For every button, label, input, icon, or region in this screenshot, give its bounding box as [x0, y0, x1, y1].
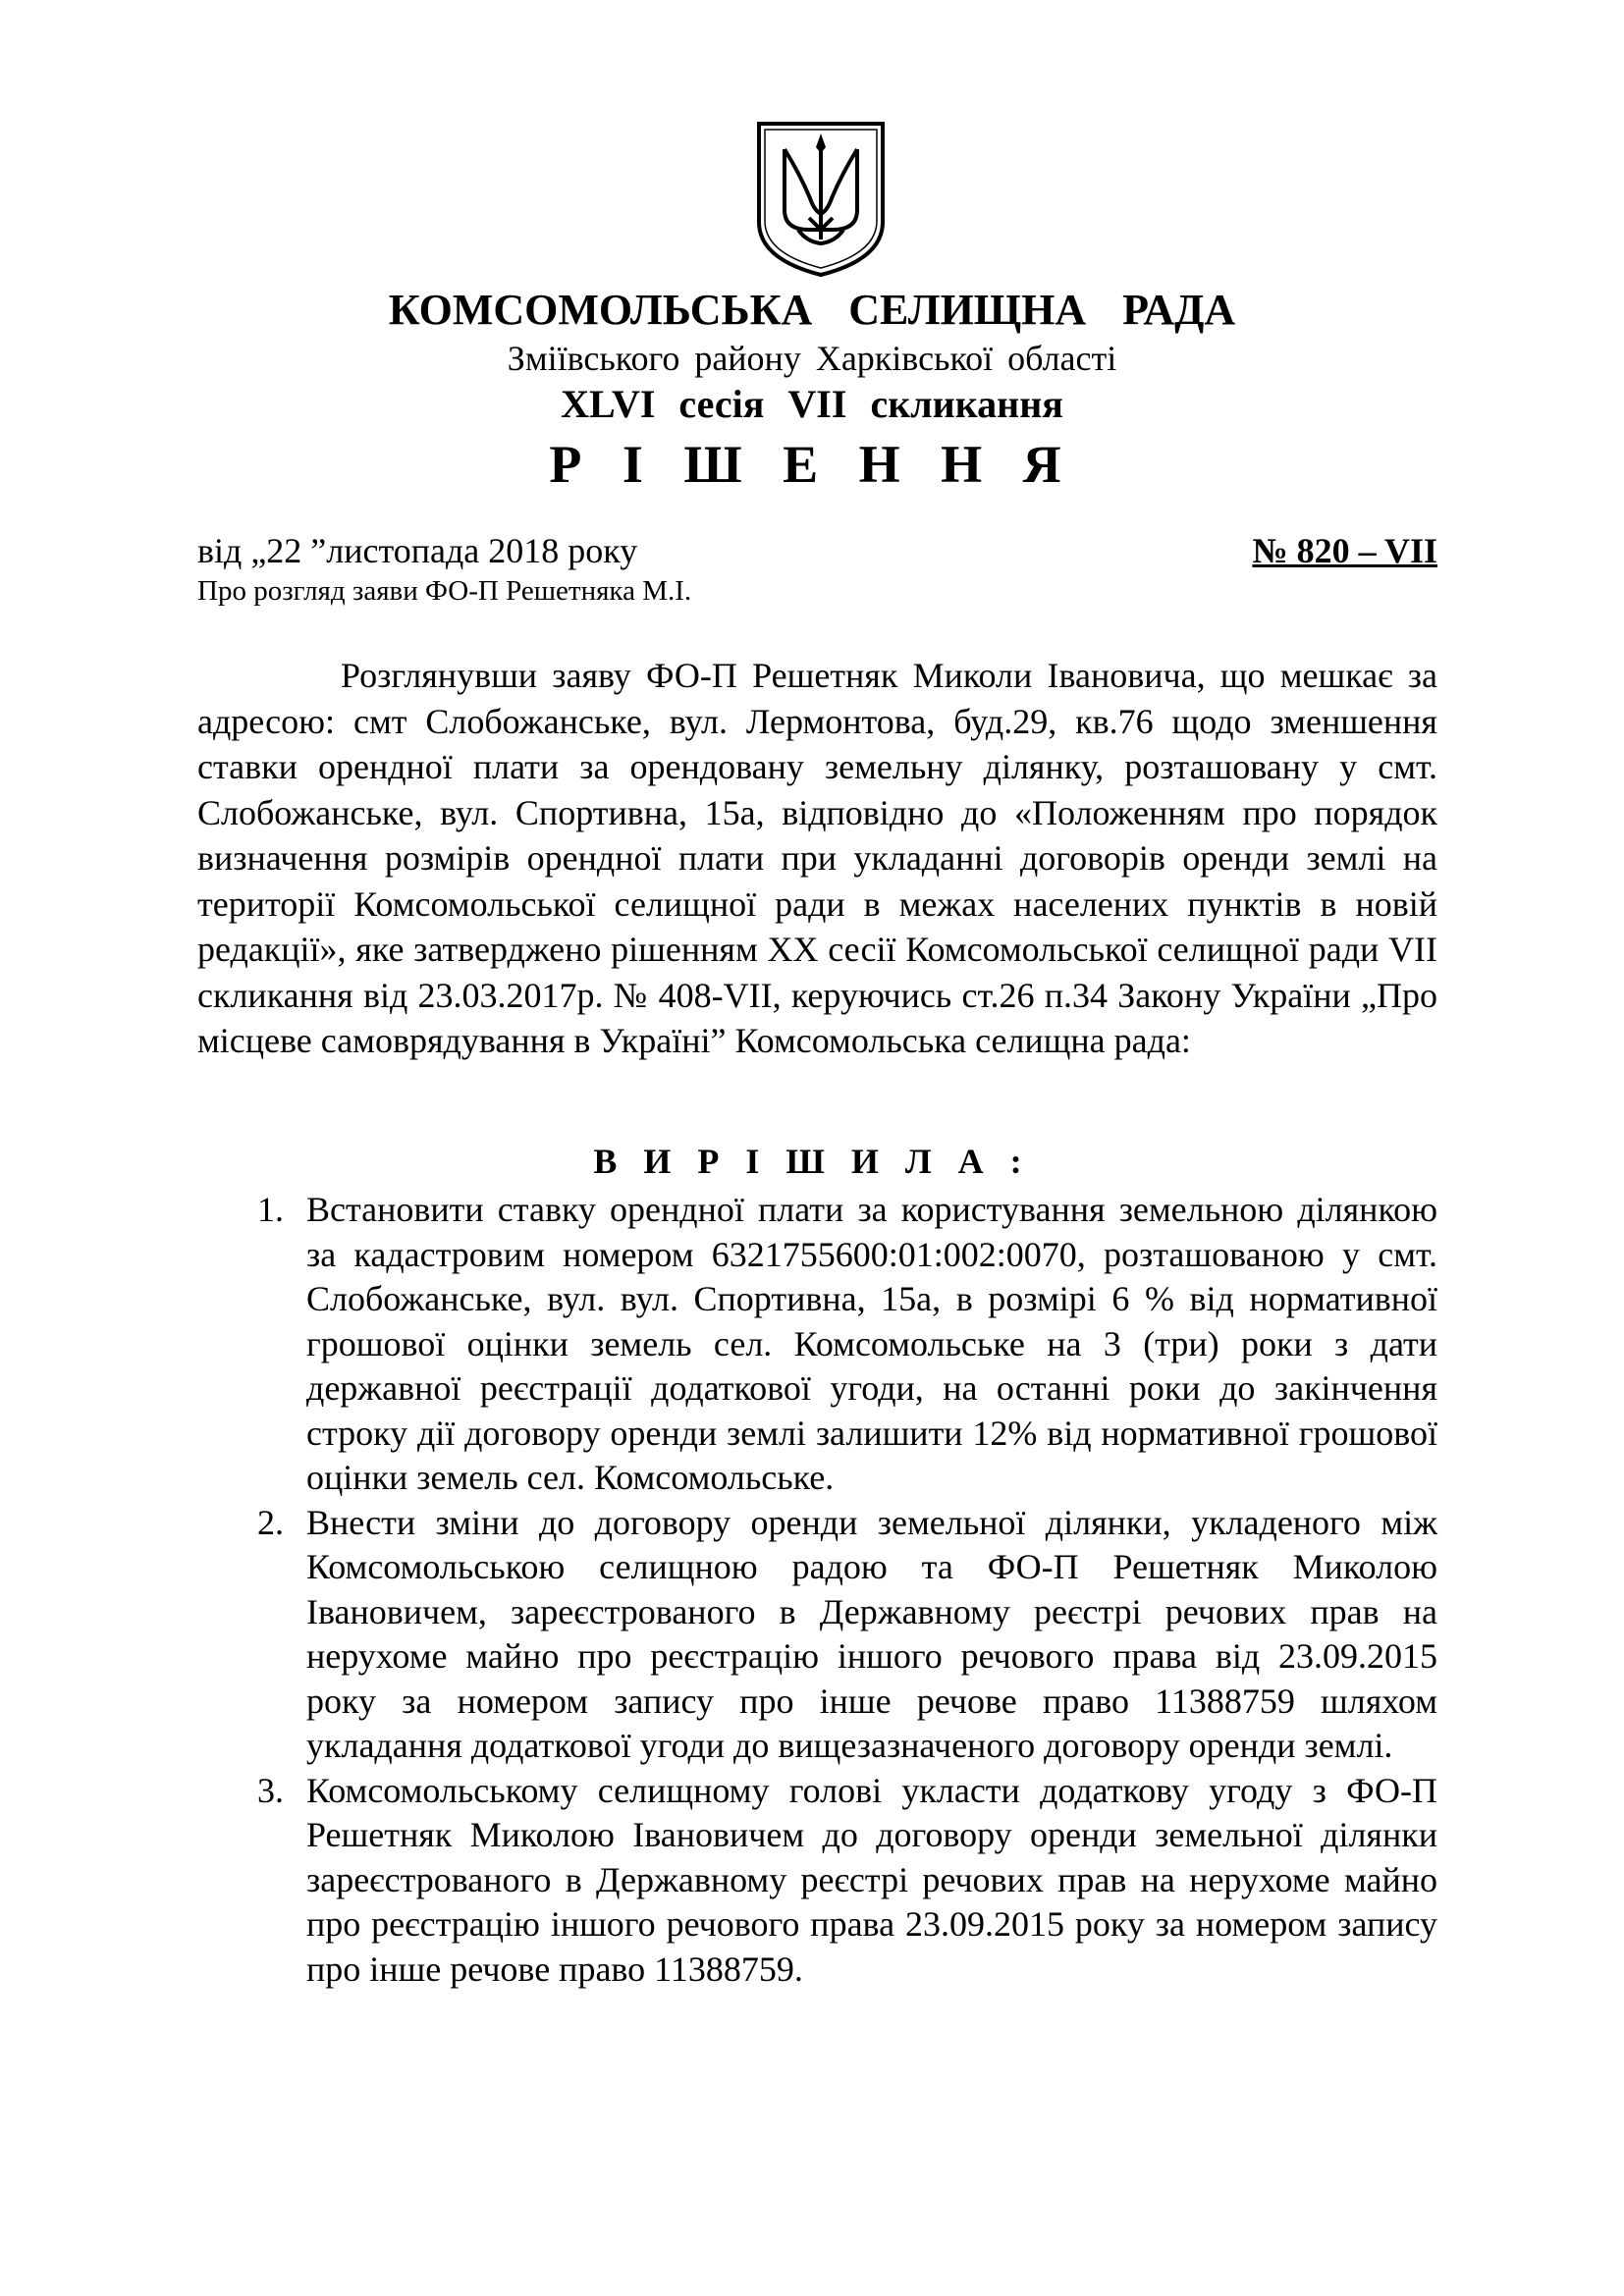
district-region: Зміївського району Харківської області: [507, 339, 1117, 378]
item-number: 1.: [257, 1190, 284, 1229]
resolved-heading: В И Р І Ш И Л А :: [593, 1142, 1031, 1181]
decision-item-3: [257, 1769, 1437, 1993]
item-number: 3.: [257, 1770, 284, 1810]
decision-date: від „22 ”листопада 2018 року: [197, 531, 638, 570]
decision-number: № 820 – VII: [1252, 531, 1437, 570]
item-text: Встановити ставку орендної плати за користування земельною ділянкою за кадастровим номером 6321755600:01:002:0070, розташованою у смт. Слобожанське, вул. вул. Спортивна, 15а, в розмірі 6 % від нормативної грошової оцінки земель сел. Комсомольське на 3 (три) роки з дати державної реєстрації додаткової угоди, на останні роки до закінчення строку дії договору оренди землі залишити 12% від нормативної грошової оцінки земель сел. Комсомольське.: [306, 1190, 1437, 1497]
council-name: КОМСОМОЛЬСЬКА СЕЛИЩНА РАДА: [388, 286, 1236, 334]
decision-items-list: [257, 1188, 1437, 1992]
coat-of-arms-trident-icon: [755, 120, 887, 279]
decision-item-2: [257, 1501, 1437, 1769]
item-number: 2.: [257, 1502, 284, 1542]
session-info: XLVI сесія VII скликання: [561, 382, 1063, 426]
decision-item-1: [257, 1188, 1437, 1501]
item-text: Комсомольському селищному голові укласти додаткову угоду з ФО-П Решетняк Миколою Івановичем до договору оренди земельної ділянки зареєстрованого в Державному реєстрі речових прав на нерухоме майно про реєстрацію іншого речового права 23.09.2015 року за номером запису про інше речове право 11388759.: [306, 1770, 1437, 1989]
document-title: Р І Ш Е Н Н Я: [549, 435, 1075, 494]
decision-subject: Про розгляд заяви ФО-П Решетняка М.І.: [197, 575, 692, 607]
preamble-paragraph: Розглянувши заяву ФО-П Решетняк Миколи Івановича, що мешкає за адресою: смт Слобожанське, вул. Лермонтова, буд.29, кв.76 щодо зменшення ставки орендної плати за орендовану земельну ділянку, розташовану у смт. Слобожанське, вул. Спортивна, 15а, відповідно до «Положенням про порядок визначення розмірів орендної плати при укладанні договорів оренди землі на території Комсомольської селищної ради в межах населених пунктів в новій редакції», яке затверджено рішенням ХХ сесії Комсомольської селищної ради VII скликання від 23.03.2017р. № 408-VII, керуючись ст.26 п.34 Закону України „Про місцеве самоврядування в Україні” Комсомольська селищна рада:: [197, 656, 1437, 1060]
item-text: Внести зміни до договору оренди земельної ділянки, укладеного між Комсомольською селищною радою та ФО-П Решетняк Миколою Івановичем, зареєстрованого в Державному реєстрі речових прав на нерухоме майно про реєстрацію іншого речового права від 23.09.2015 року за номером запису про інше речове право 11388759 шляхом укладання додаткової угоди до вищезазначеного договору оренди землі.: [306, 1502, 1437, 1765]
